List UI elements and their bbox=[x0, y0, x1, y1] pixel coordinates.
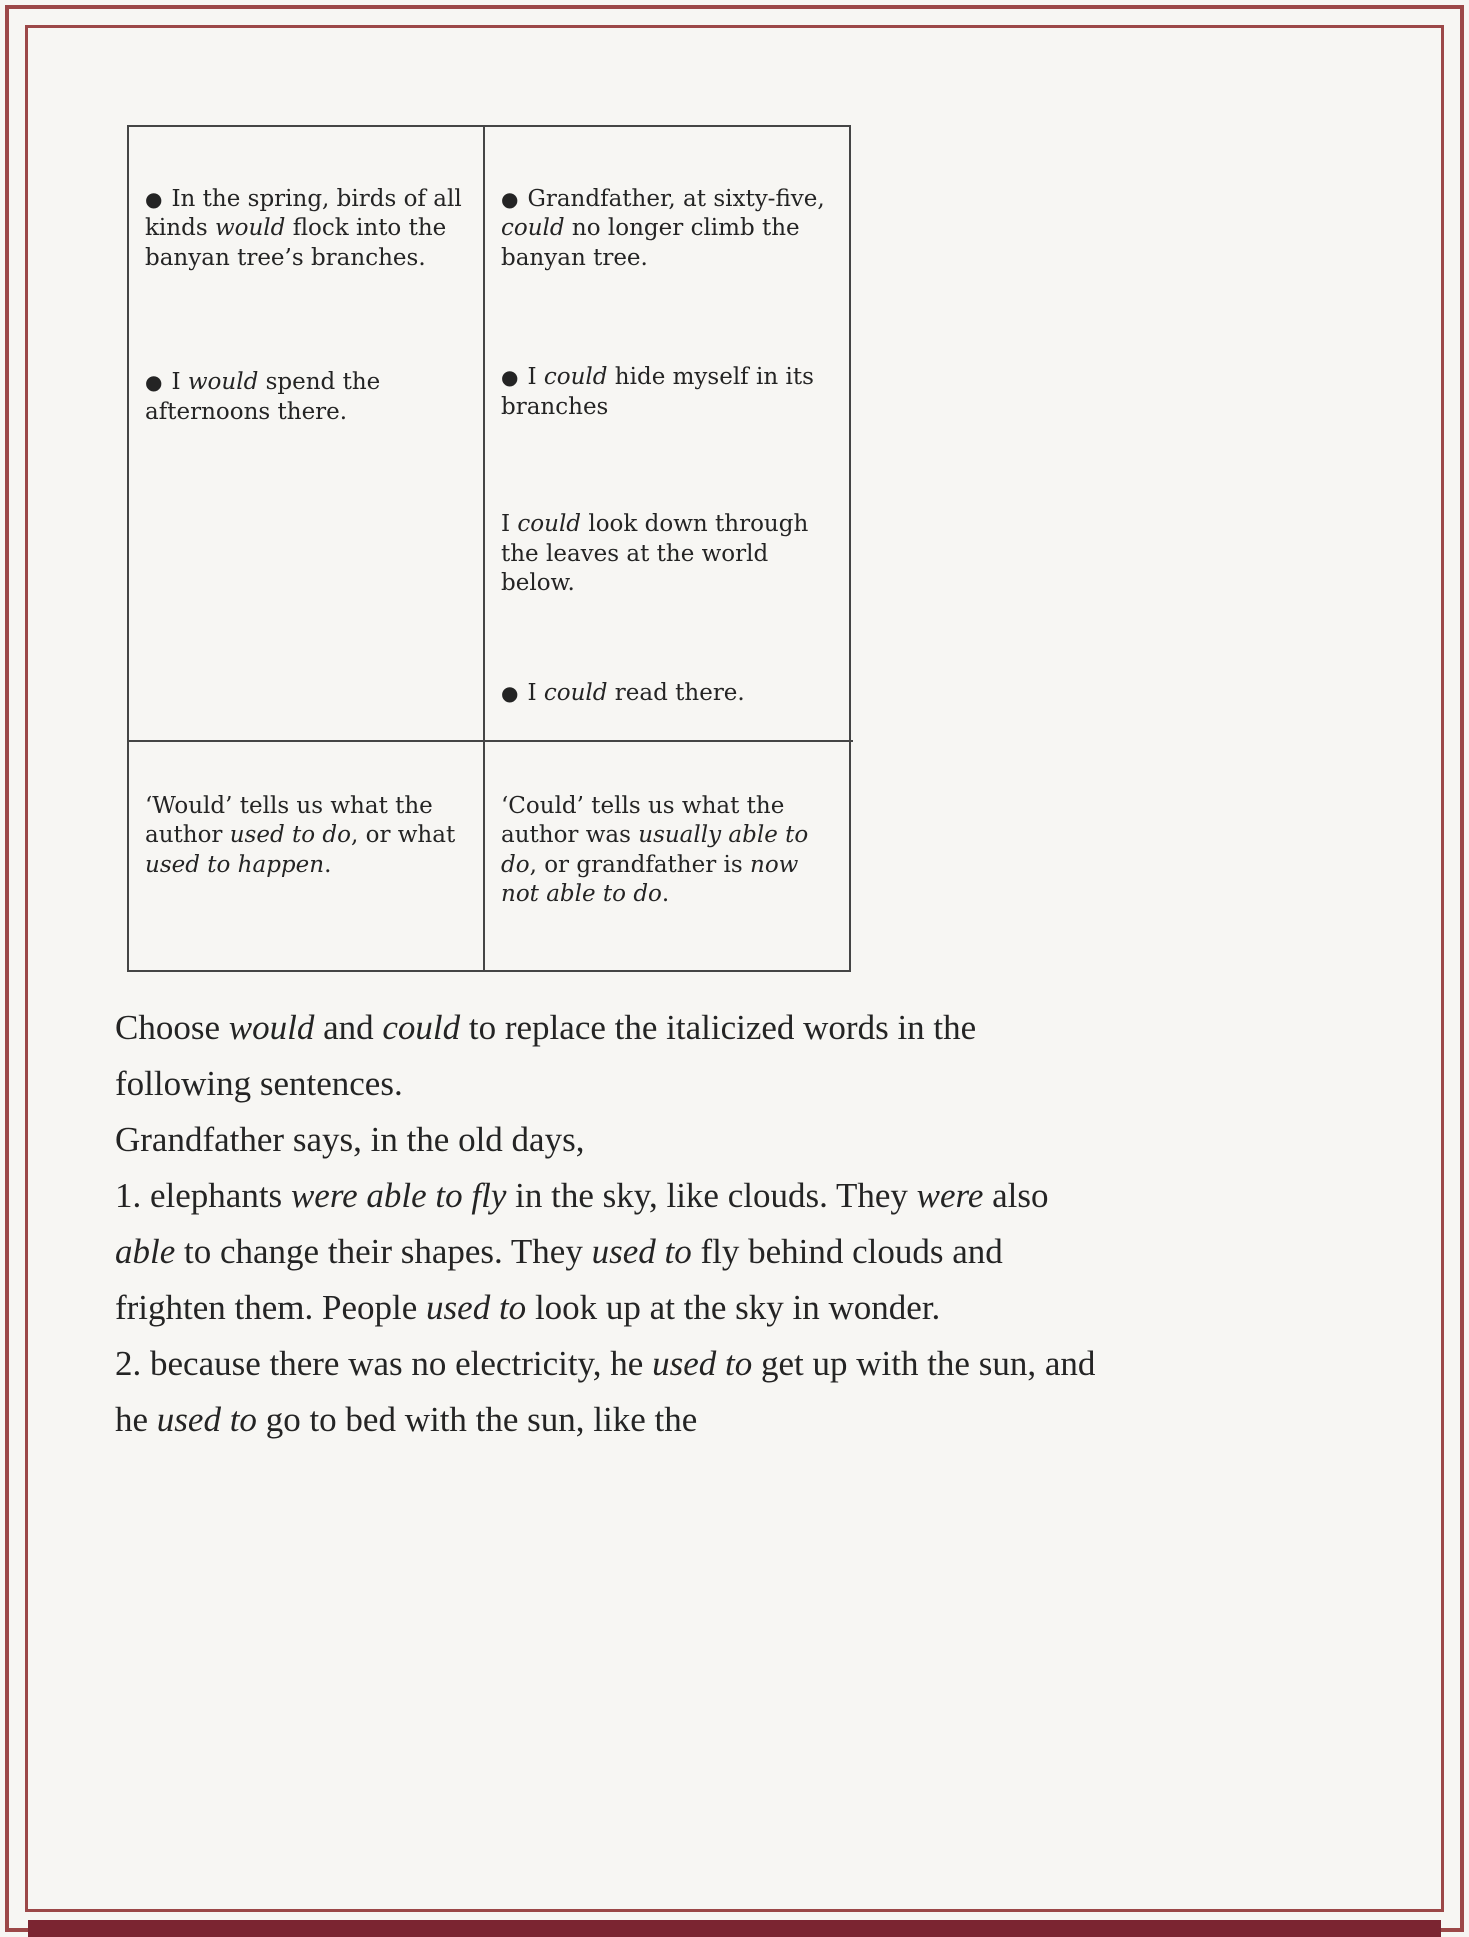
list-item-text: I could read there. bbox=[527, 679, 745, 706]
explanation-text: ‘Could’ tells us what the author was usually able to do, or grandfather is now not able to do. bbox=[501, 793, 809, 908]
bullet-icon: ● bbox=[501, 187, 519, 211]
explanation-text: ‘Would’ tells us what the author used to do, or what used to happen. bbox=[145, 793, 456, 878]
exercise-instruction: Choose would and could to replace the italicized words in the following sentences. bbox=[115, 1008, 977, 1103]
bullet-icon: ● bbox=[145, 370, 163, 395]
table-cell-would-explanation bbox=[129, 742, 485, 970]
list-item-text: I could look down through the leaves at the world below. bbox=[501, 511, 809, 597]
list-item bbox=[501, 185, 837, 273]
bullet-icon: ● bbox=[501, 365, 519, 390]
exercise-lead-in: Grandfather says, in the old days, bbox=[115, 1120, 585, 1159]
footer-bar bbox=[28, 1920, 1441, 1937]
list-item-text: In the spring, birds of all kinds would flock into the banyan tree’s branches. bbox=[145, 186, 462, 271]
list-item-text: I would spend the afternoons there. bbox=[145, 369, 381, 425]
grammar-comparison-table bbox=[127, 125, 851, 972]
list-item bbox=[501, 363, 837, 422]
table-cell-could-examples bbox=[485, 127, 853, 742]
list-item-text: I could hide myself in its branches bbox=[501, 364, 814, 420]
exercise-sentence-1: 1. elephants were able to fly in the sky, like clouds. They were also able to change their shapes. They used to fly behind clouds and frighten them. People used to look up at the sky in wonder. bbox=[115, 1176, 1049, 1327]
list-item bbox=[501, 679, 837, 708]
table-cell-could-explanation bbox=[485, 742, 853, 970]
list-item bbox=[145, 185, 467, 273]
list-item bbox=[145, 368, 467, 427]
list-item bbox=[501, 510, 837, 598]
bullet-icon: ● bbox=[145, 187, 163, 211]
exercise-text bbox=[115, 1000, 1105, 1448]
bullet-icon: ● bbox=[501, 680, 519, 705]
exercise-sentence-2: 2. because there was no electricity, he used to get up with the sun, and he used to go to bed with the sun, like the bbox=[115, 1344, 1096, 1439]
table-cell-would-examples bbox=[129, 127, 485, 742]
list-item-text: Grandfather, at sixty-five, could no longer climb the banyan tree. bbox=[501, 186, 825, 271]
